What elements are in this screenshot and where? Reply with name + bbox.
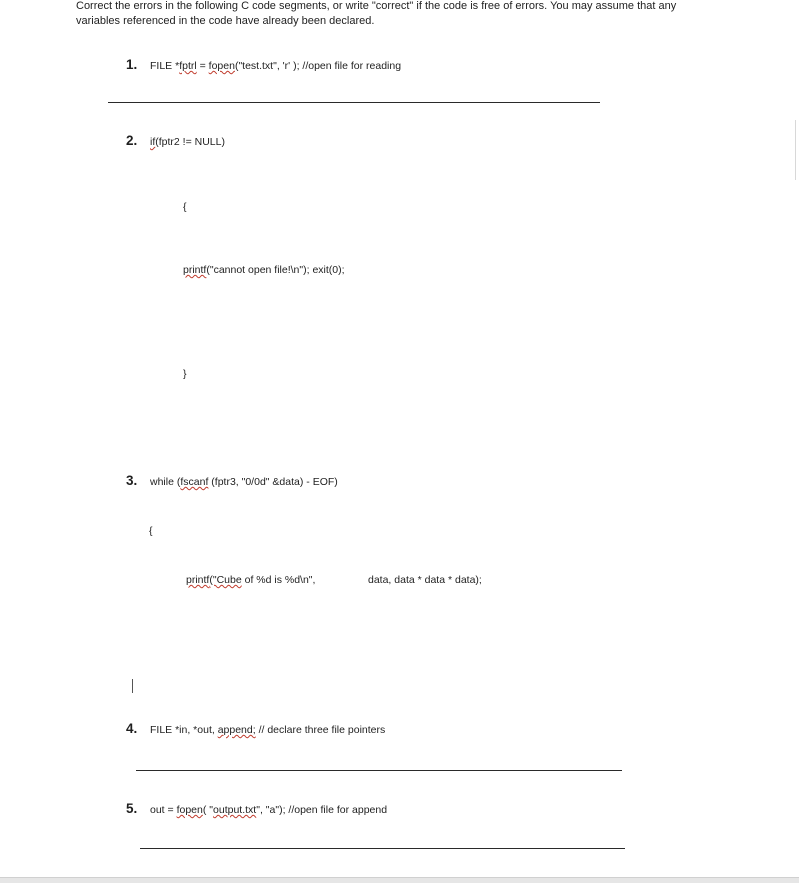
q3-format-rest: of %d is %d\n", [241,574,316,586]
answer-line-1[interactable] [108,102,600,103]
q1-code-post: ("test.txt", 'r' ); //open file for reading [234,60,402,72]
question-2-close-brace: } [183,368,187,380]
q3-word-fscanf: fscanf [180,476,209,488]
q5-code-post: ", "a"); //open file for append [256,804,388,816]
answer-line-5[interactable] [140,848,625,849]
answer-line-4[interactable] [136,770,622,771]
q4-code-post: // declare three file pointers [255,724,386,736]
question-2-open-brace: { [183,201,187,213]
q1-code-pre: FILE * [150,60,180,72]
question-4-code [150,724,385,736]
q1-word-fopen: fopen [208,60,235,72]
question-5-code [150,804,387,816]
q3-code-post: (fptr3, "0/0d" &data) - EOF) [208,476,338,488]
q5-code-mid: ( " [202,804,214,816]
q2-word-printf: printf [183,264,207,276]
question-3-while [150,476,338,488]
q3-word-printf: printf [186,574,210,586]
q2-condition-text: (fptr2 != NULL) [155,136,225,148]
question-3-open-brace: { [149,525,153,537]
question-2-condition [150,136,225,148]
page-bottom-border [0,877,799,883]
q2-word-if: if [150,136,156,148]
page-edge-marker [795,120,796,180]
q1-word-fptrl: fptrl [179,60,197,72]
q4-code-pre: FILE *in, *out, [150,724,218,736]
instructions-line-1: Correct the errors in the following C code segments, or write "correct" if the code is free of errors. You may assume that any [76,0,677,12]
text-cursor [132,679,133,693]
question-3-number: 3. [126,473,138,488]
question-3-printf [186,574,315,586]
question-1-number: 1. [126,57,138,72]
q1-code-mid: = [196,60,209,72]
q4-word-append: append; [217,724,256,736]
q2-body-text: ("cannot open file!\n"); exit(0); [206,264,345,276]
q5-code-pre: out = [150,804,177,816]
q5-word-output-txt: output.txt [213,804,257,816]
q3-code-pre: while ( [150,476,181,488]
q5-word-fopen: fopen [176,804,203,816]
q3-word-quote: (" [209,574,217,586]
q3-word-cube: Cube [216,574,242,586]
instructions-line-2: variables referenced in the code have already been declared. [76,15,375,27]
question-5-number: 5. [126,801,138,816]
question-1-code [150,60,401,72]
question-4-number: 4. [126,721,138,736]
question-2-body [183,264,345,276]
question-3-args: data, data * data * data); [368,574,482,586]
question-2-number: 2. [126,133,138,148]
